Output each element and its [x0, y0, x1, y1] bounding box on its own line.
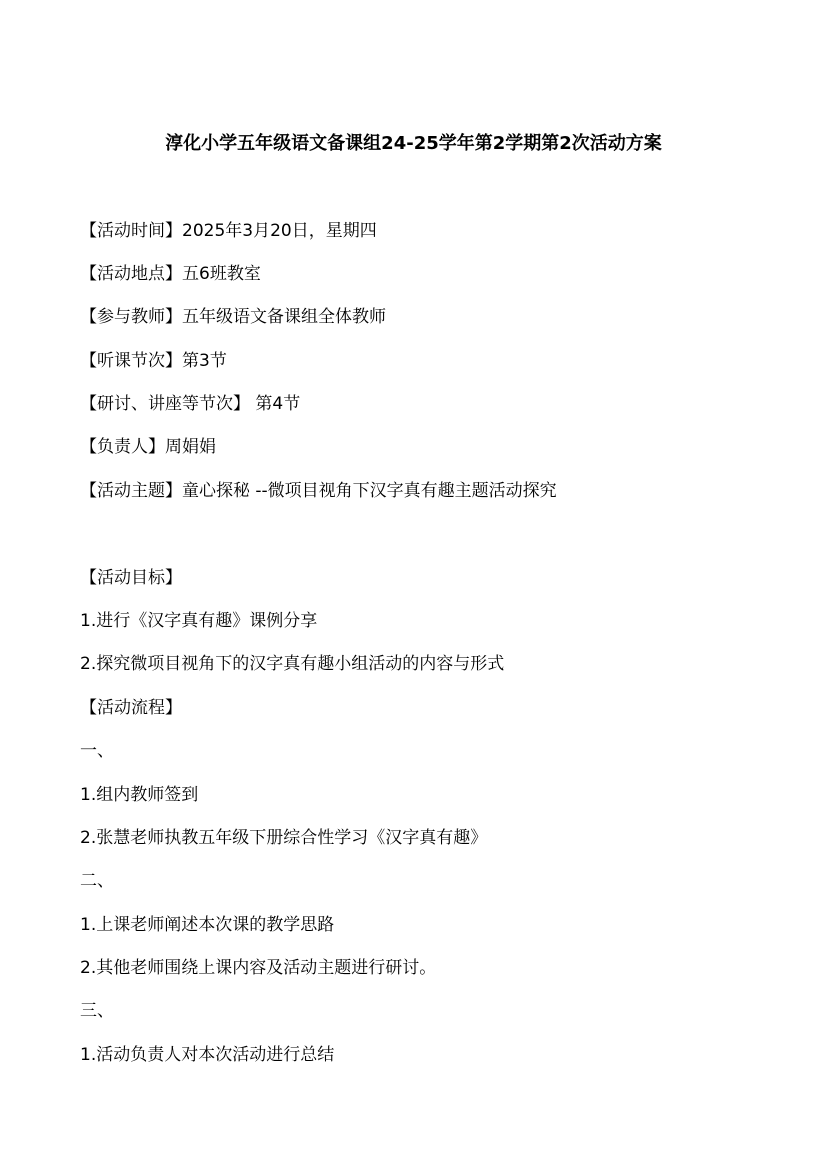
info-participating-teachers: 【参与教师】五年级语文备课组全体教师: [80, 307, 386, 327]
goal-item: 2.探究微项目视角下的汉字真有趣小组活动的内容与形式: [80, 654, 505, 674]
info-lesson-period: 【听课节次】第3节: [80, 351, 227, 371]
goal-item: 1.进行《汉字真有趣》课例分享: [80, 611, 318, 631]
process-step: 2.张慧老师执教五年级下册综合性学习《汉字真有趣》: [80, 828, 488, 848]
goals-heading: 【活动目标】: [80, 568, 182, 588]
info-activity-place: 【活动地点】五6班教室: [80, 264, 261, 284]
process-section-label: 二、: [80, 871, 114, 891]
info-activity-theme: 【活动主题】童心探秘 --微项目视角下汉字真有趣主题活动探究: [80, 481, 557, 501]
process-section-label: 一、: [80, 741, 114, 761]
info-person-in-charge: 【负责人】周娟娟: [80, 437, 216, 457]
process-step: 2.其他老师围绕上课内容及活动主题进行研讨。: [80, 958, 437, 978]
process-section-label: 三、: [80, 1001, 114, 1021]
process-heading: 【活动流程】: [80, 698, 182, 718]
process-step: 1.组内教师签到: [80, 785, 199, 805]
info-activity-time: 【活动时间】2025年3月20日，星期四: [80, 221, 377, 241]
document-title: 淳化小学五年级语文备课组24-25学年第2学期第2次活动方案: [165, 133, 662, 154]
process-step: 1.活动负责人对本次活动进行总结: [80, 1045, 335, 1065]
info-seminar-period: 【研讨、讲座等节次】 第4节: [80, 394, 301, 414]
process-step: 1.上课老师阐述本次课的教学思路: [80, 915, 335, 935]
